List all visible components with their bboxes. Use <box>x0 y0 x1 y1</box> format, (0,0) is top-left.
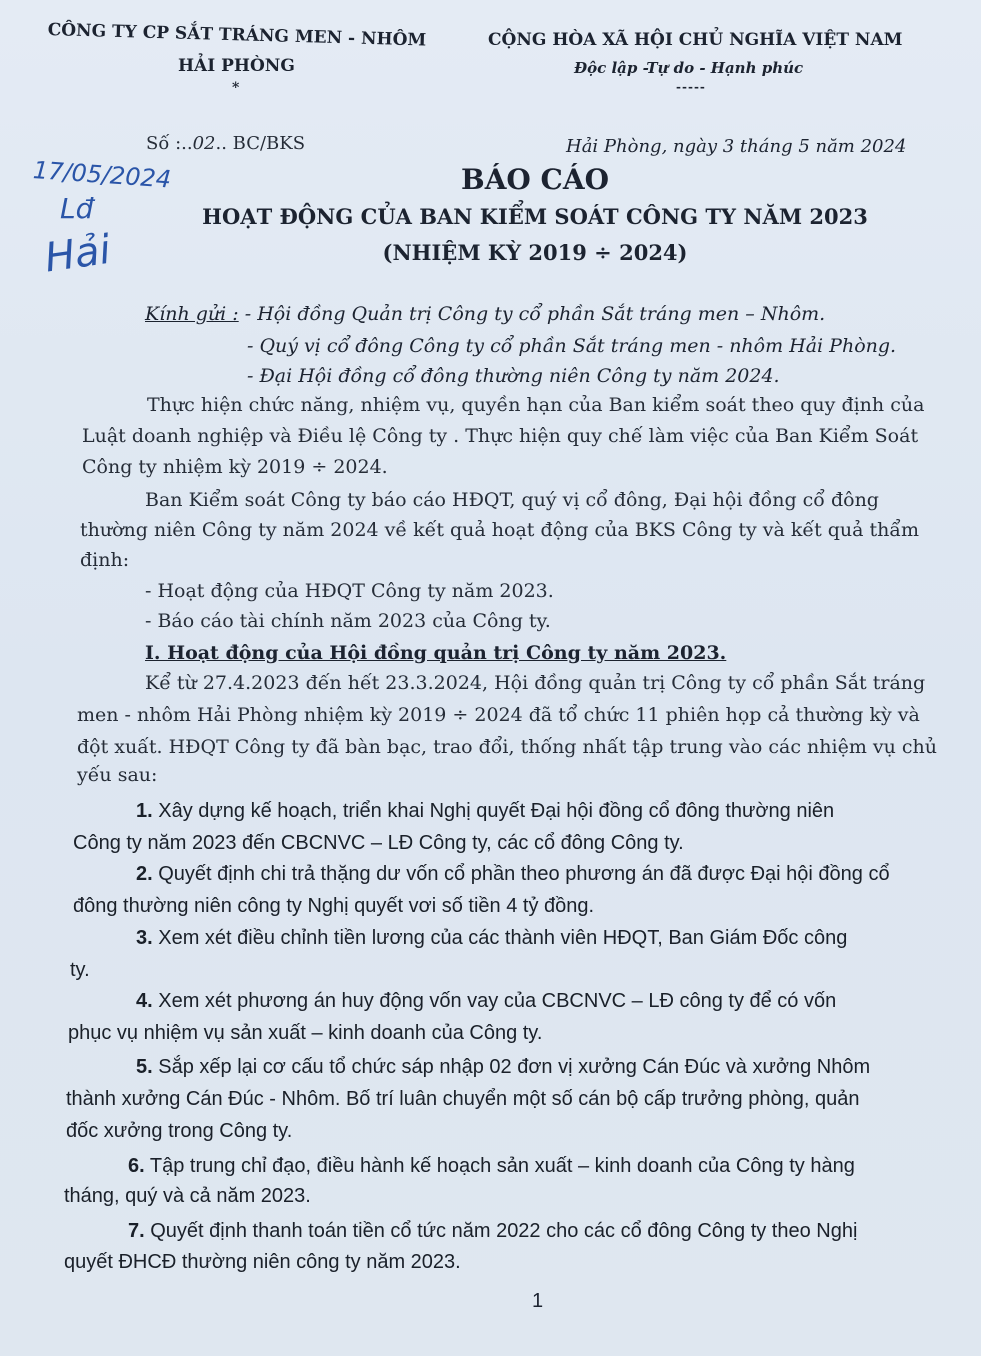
task-1-number: 1. <box>136 800 153 822</box>
task-4-line-2: phục vụ nhiệm vụ sản xuất – kinh doanh của Công ty. <box>68 1022 543 1044</box>
task-7-number: 7. <box>128 1220 145 1242</box>
intro-paragraph-1-line-3: Công ty nhiệm kỳ 2019 ÷ 2024. <box>82 456 388 478</box>
section-1-line-4: yếu sau: <box>77 764 158 786</box>
task-2-line-2: đông thường niên công ty Nghị quyết vơi số tiền 4 tỷ đồng. <box>73 895 595 917</box>
motto-rule: ----- <box>676 80 706 94</box>
task-4-line-1: 4. Xem xét phương án huy động vốn vay của CBCNVC – LĐ công ty để có vốn <box>136 990 837 1012</box>
task-4-number: 4. <box>136 990 153 1012</box>
section-1-line-1: Kể từ 27.4.2023 đến hết 23.3.2024, Hội đồng quản trị Công ty cổ phần Sắt tráng <box>145 672 926 694</box>
task-6-line-1: 6. Tập trung chỉ đạo, điều hành kế hoạch sản xuất – kinh doanh của Công ty hàng <box>128 1155 855 1177</box>
handwritten-note: Lđ <box>60 192 94 225</box>
report-subtitle: HOẠT ĐỘNG CỦA BAN KIỂM SOÁT CÔNG TY NĂM 2023 <box>202 204 868 229</box>
task-2-number: 2. <box>136 863 153 885</box>
task-5-line-2: thành xưởng Cán Đúc - Nhôm. Bố trí luân chuyển một số cán bộ cấp trưởng phòng, quản <box>66 1088 860 1110</box>
document-number <box>146 133 305 154</box>
task-3-line-2: ty. <box>70 959 90 981</box>
intro-paragraph-2-line-3: định: <box>80 549 130 571</box>
company-city: HẢI PHÒNG <box>178 56 295 76</box>
task-5-line-1: 5. Sắp xếp lại cơ cấu tổ chức sáp nhập 02 đơn vị xưởng Cán Đúc và xưởng Nhôm <box>136 1056 871 1078</box>
recipients-label: Kính gửi : <box>145 303 239 325</box>
task-2-line-1: 2. Quyết định chi trả thặng dư vốn cổ phần theo phương án đã được Đại hội đồng cổ <box>136 863 890 885</box>
task-1-line-1: 1. Xây dựng kế hoạch, triển khai Nghị quyết Đại hội đồng cổ đông thường niên <box>136 800 835 822</box>
section-1-line-2: men - nhôm Hải Phòng nhiệm kỳ 2019 ÷ 2024 đã tổ chức 11 phiên họp cả thường kỳ và <box>77 704 920 726</box>
page-number: 1 <box>532 1290 544 1312</box>
intro-bullet-2: - Báo cáo tài chính năm 2023 của Công ty. <box>145 610 551 632</box>
section-1-heading: I. Hoạt động của Hội đồng quản trị Công ty năm 2023. <box>145 642 727 664</box>
handwritten-signature: Hải <box>42 226 114 282</box>
intro-paragraph-2-line-2: thường niên Công ty năm 2024 về kết quả hoạt động của BKS Công ty và kết quả thẩm <box>80 519 920 541</box>
intro-bullet-1: - Hoạt động của HĐQT Công ty năm 2023. <box>145 580 554 602</box>
recipient-3: - Đại Hội đồng cổ đông thường niên Công ty năm 2024. <box>247 365 780 387</box>
national-motto: Độc lập -Tự do - Hạnh phúc <box>574 59 804 77</box>
report-title: BÁO CÁO <box>461 163 609 196</box>
recipient-1: - Hội đồng Quản trị Công ty cổ phần Sắt tráng men – Nhôm. <box>238 303 826 325</box>
intro-paragraph-1-line-2: Luật doanh nghiệp và Điều lệ Công ty . Thực hiện quy chế làm việc của Ban Kiểm Soát <box>82 425 919 447</box>
recipient-2: - Quý vị cổ đông Công ty cổ phần Sắt tráng men - nhôm Hải Phòng. <box>247 335 897 357</box>
company-name: CÔNG TY CP SẮT TRÁNG MEN - NHÔM <box>47 20 427 51</box>
header-star: * <box>232 80 240 96</box>
task-5-number: 5. <box>136 1056 153 1078</box>
task-3-number: 3. <box>136 927 153 949</box>
section-1-line-3: đột xuất. HĐQT Công ty đã bàn bạc, trao đổi, thống nhất tập trung vào các nhiệm vụ chủ <box>77 736 938 758</box>
task-6-number: 6. <box>128 1155 145 1177</box>
intro-paragraph-1-line-1: Thực hiện chức năng, nhiệm vụ, quyền hạn của Ban kiểm soát theo quy định của <box>147 394 925 416</box>
task-1-line-2: Công ty năm 2023 đến CBCNVC – LĐ Công ty, các cổ đông Công ty. <box>73 832 684 854</box>
country-name: CỘNG HÒA XÃ HỘI CHỦ NGHĨA VIỆT NAM <box>488 30 903 50</box>
intro-paragraph-2-line-1: Ban Kiểm soát Công ty báo cáo HĐQT, quý vị cổ đông, Đại hội đồng cổ đông <box>145 489 879 511</box>
document-date: Hải Phòng, ngày 3 tháng 5 năm 2024 <box>566 136 907 157</box>
task-5-line-3: đốc xưởng trong Công ty. <box>66 1120 293 1142</box>
document-number-value: 02 <box>192 133 216 154</box>
task-7-line-1: 7. Quyết định thanh toán tiền cổ tức năm 2022 cho các cổ đông Công ty theo Nghị <box>128 1220 858 1242</box>
task-7-line-2: quyết ĐHCĐ thường niên công ty năm 2023. <box>64 1251 461 1273</box>
document-number-prefix: Số :.. <box>146 133 193 154</box>
report-term: (NHIỆM KỲ 2019 ÷ 2024) <box>382 240 688 265</box>
handwritten-date: 17/05/2024 <box>32 156 172 194</box>
recipients-line-1 <box>145 303 825 325</box>
task-6-line-2: tháng, quý và cả năm 2023. <box>64 1185 311 1207</box>
document-number-suffix: .. BC/BKS <box>215 133 306 154</box>
task-3-line-1: 3. Xem xét điều chỉnh tiền lương của các thành viên HĐQT, Ban Giám Đốc công <box>136 927 848 949</box>
